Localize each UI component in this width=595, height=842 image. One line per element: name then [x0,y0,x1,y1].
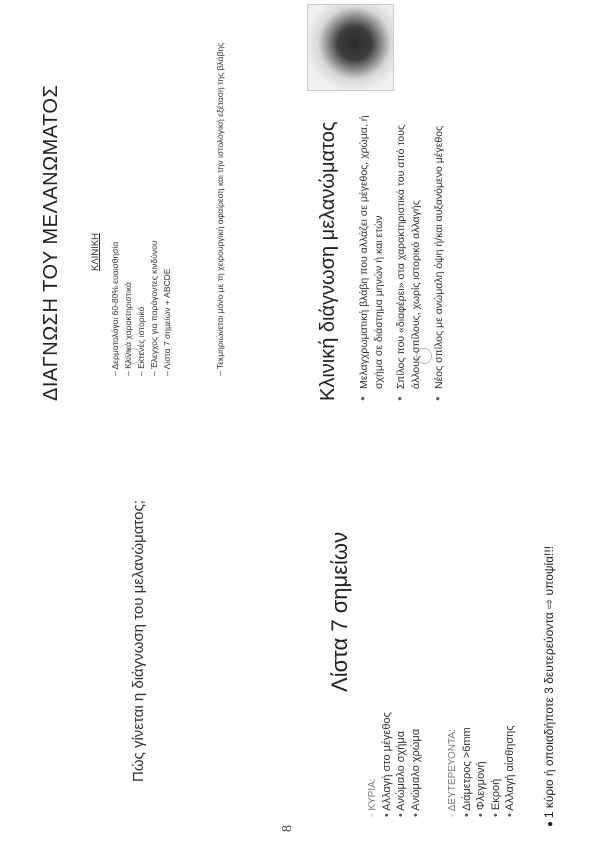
list-item: ● Μελαγχρωματική βλάβη που αλλάζει σε μέγεθος, χρώμα, ή σχήμα σε διάστημα μηνών ή και ετών [357,101,386,401]
melanoma-photo [307,4,394,91]
list-item: • Εκροή [489,725,503,817]
clinical-points [357,101,454,401]
slide-title: Λίστα 7 σημείων [327,531,352,692]
slide-title: Κλινική διάγνωση μελανώματος [317,121,339,401]
question-text: Πώς γίνεται η διάγνωση του μελανώματος; [130,500,147,782]
list-item: • Αλλαγή στο μέγεθος [380,712,394,817]
list-item: – Κλινικά χαρακτηριστικά [123,240,133,376]
main-criteria-label: ◦ ΚΥΡΙΑ: [367,712,378,817]
page-number: 8 [280,825,295,832]
list-item: ● Σπίλος που «διαφέρει» στα χαρακτηριστικά του από τους άλλους σπίλους, χωρίς ιστορικό αλλαγής [394,101,423,401]
list-item: ● Νέος σπίλος με ανώμαλη όψη ή/και αυξανόμενο μέγεθος [432,101,447,401]
list-item: – Εκτενές ιστορικό [136,240,146,376]
diagnosis-slide [0,0,297,421]
main-criteria [367,712,423,817]
slide-title: ΔΙΑΓΝΩΣΗ ΤΟΥ ΜΕΛΑΝΩΜΑΤΟΣ [40,84,62,401]
list-item: • Αλλαγή αίσθησης [503,725,517,817]
list-item: – Έλεγχος για παράγοντες κινδύνου [149,240,159,376]
list-item: – Δερματολόγοι 60-80% ευαισθησία [110,240,120,376]
secondary-criteria-label: ◦ ΔΕΥΤΕΡΕΥΟΝΤΑ: [447,725,458,817]
list-item: • Ανώμαλο χρώμα [409,712,423,817]
diagnosis-note: – Τεκμηριώνεται μόνο με τη χειρουργική αφαίρεση και την ιστολογική εξέταση της βλάβης [215,26,226,376]
clinical-diagnosis-slide [297,0,595,421]
list-item: • Ανώμαλο σχήμα [394,712,408,817]
list-item: • Φλεγμονή [474,725,488,817]
question-slide [0,421,297,842]
seven-point-slide [297,421,595,842]
suspicion-rule: ● 1 κύριο ή οποιαδήποτε 3 δευτερεύοντα ⇨ υποψία!!! [542,546,556,827]
list-item: – Λίστα 7 σημείων + ABCDE [162,240,172,376]
secondary-criteria [447,725,517,817]
diagnosis-list [110,240,175,376]
list-item: • Διάμετρος >6mm [460,725,474,817]
slide-subtitle: ΚΛΙΝΙΚΗ [90,232,101,271]
